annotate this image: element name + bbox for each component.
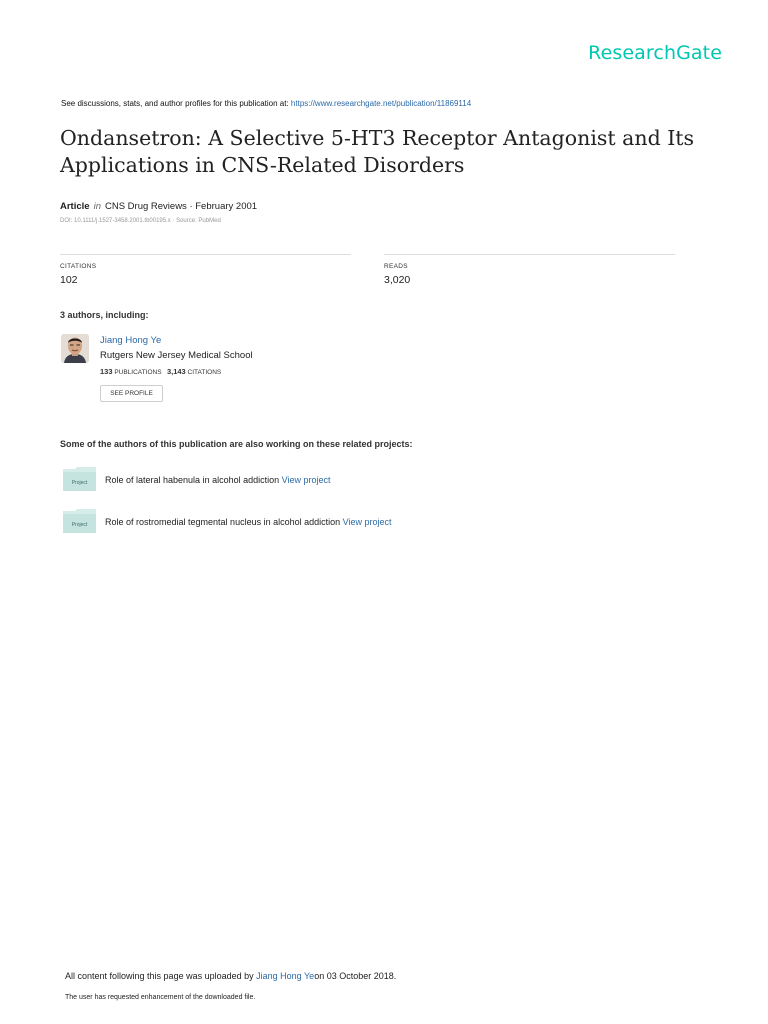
citations-value: 102 xyxy=(60,274,78,286)
project-title: Role of lateral habenula in alcohol addiction xyxy=(105,475,280,485)
upload-suffix: on 03 October 2018. xyxy=(314,971,397,981)
citations-divider xyxy=(60,254,351,255)
see-profile-button[interactable]: SEE PROFILE xyxy=(100,385,163,402)
see-discussions-text: See discussions, stats, and author profiles for this publication at: xyxy=(61,99,289,108)
enhancement-note: The user has requested enhancement of the downloaded file. xyxy=(65,994,256,1001)
uploader-link[interactable]: Jiang Hong Ye xyxy=(256,971,315,981)
authors-heading: 3 authors, including: xyxy=(60,310,149,320)
author-avatar[interactable] xyxy=(61,334,89,363)
publications-count: 133 xyxy=(100,367,113,376)
author-stats xyxy=(100,367,221,376)
author-citations-count: 3,143 xyxy=(166,367,186,376)
project-icon-label: Project xyxy=(71,480,88,486)
article-type: Article xyxy=(60,201,90,212)
author-name-link[interactable]: Jiang Hong Ye xyxy=(100,335,162,346)
avatar-portrait xyxy=(61,334,89,363)
related-projects-heading: Some of the authors of this publication are also working on these related projects: xyxy=(60,439,413,449)
project-folder-icon[interactable] xyxy=(63,508,96,533)
journal-date[interactable]: CNS Drug Reviews · February 2001 xyxy=(104,201,258,212)
project-icon-label: Project xyxy=(71,522,88,528)
upload-notice xyxy=(65,971,396,981)
reads-label: READS xyxy=(384,263,408,270)
article-meta xyxy=(60,201,257,212)
author-citations-label: CITATIONS xyxy=(187,369,222,376)
researchgate-logo[interactable]: ResearchGate xyxy=(588,42,722,64)
reads-divider xyxy=(384,254,675,255)
reads-value: 3,020 xyxy=(384,274,411,286)
author-institution: Rutgers New Jersey Medical School xyxy=(100,350,253,361)
upload-prefix: All content following this page was uploaded by xyxy=(65,971,254,981)
publication-url-link[interactable]: https://www.researchgate.net/publication/11869114 xyxy=(290,99,472,108)
project-item xyxy=(105,475,331,485)
project-folder-icon[interactable] xyxy=(63,466,96,491)
view-project-link[interactable]: View project xyxy=(281,475,331,485)
citations-label: CITATIONS xyxy=(60,263,97,270)
project-item xyxy=(105,517,392,527)
publications-label: PUBLICATIONS xyxy=(114,369,162,376)
see-discussions-line xyxy=(61,99,471,108)
project-title: Role of rostromedial tegmental nucleus in alcohol addiction xyxy=(105,517,341,527)
publication-title: Ondansetron: A Selective 5-HT3 Receptor Antagonist and Its Applications in CNS-Related Disorders xyxy=(60,126,695,177)
doi-source: DOI: 10.1111/j.1527-3458.2001.tb00195.x · Source: PubMed xyxy=(60,218,221,224)
in-word: in xyxy=(93,201,101,212)
view-project-link[interactable]: View project xyxy=(342,517,392,527)
